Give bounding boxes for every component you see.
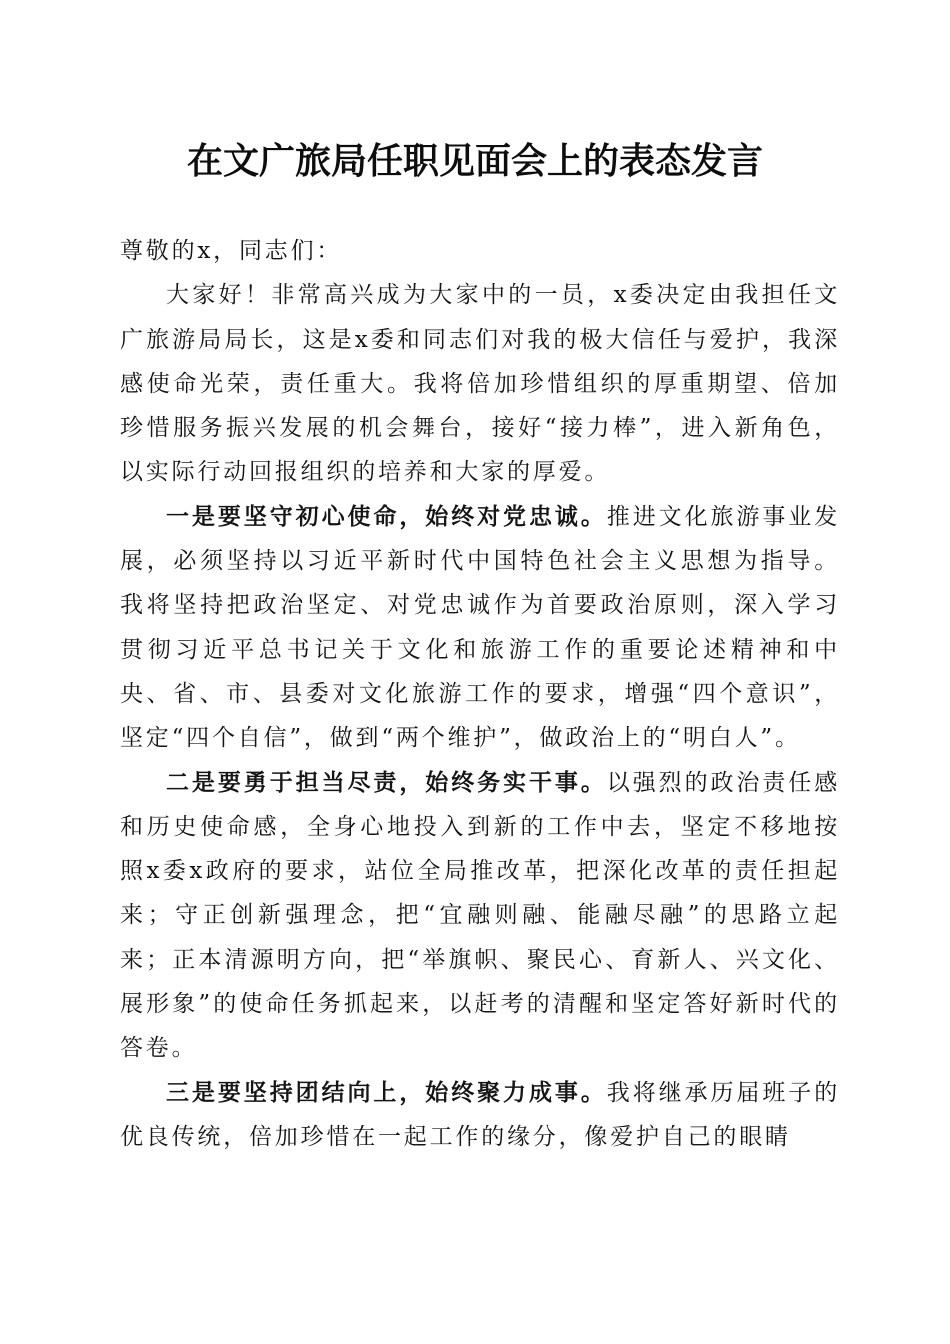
- paragraph-text: 我将继承历届班子的优良传统，倍加珍惜在一起工作的缘分，像爱护自己的眼睛: [120, 1079, 841, 1150]
- page-title: 在文广旅局任职见面会上的表态发言: [186, 140, 763, 182]
- paragraph-point-three: [120, 1071, 840, 1160]
- paragraph-text: 推进文化旅游事业发展，必须坚持以习近平新时代中国特色社会主义思想为指导。我将坚持把政治坚定、对党忠诚作为首要政治原则，深入学习贯彻习近平总书记关于文化和旅游工作的重要论述精神和中央、省、市、县委对文化旅游工作的要求，增强“四个意识”，坚定“四个自信”，做到“两个维护”，做政治上的“明白人”。: [120, 503, 841, 752]
- paragraph-lead: 三是要坚持团结向上，始终聚力成事。: [166, 1078, 607, 1106]
- paragraph-point-two: [120, 761, 840, 1071]
- speech-body: [120, 229, 840, 1159]
- paragraph-point-one: [120, 495, 840, 761]
- paragraph-text: 大家好！非常高兴成为大家中的一员，x委决定由我担任文广旅游局局长，这是x委和同志们对我的极大信任与爱护，我深感使命光荣，责任重大。我将倍加珍惜组织的厚重期望、倍加珍惜服务振兴发展的机会舞台，接好“接力棒”，进入新角色，以实际行动回报组织的培养和大家的厚爱。: [120, 282, 840, 486]
- paragraph-lead: 一是要坚守初心使命，始终对党忠诚。: [166, 502, 607, 530]
- paragraph-lead: 二是要勇于担当尽责，始终务实干事。: [166, 768, 607, 796]
- paragraph-text: 以强烈的政治责任感和历史使命感，全身心地投入到新的工作中去，坚定不移地按照x委x政府的要求，站位全局推改革，把深化改革的责任担起来；守正创新强理念，把“宜融则融、能融尽融”的思路立起来；正本清源明方向，把“举旗帜、聚民心、育新人、兴文化、展形象”的使命任务抓起来，以赶考的清醒和坚定答好新时代的答卷。: [120, 769, 841, 1062]
- paragraph-greeting: [120, 273, 840, 494]
- salutation: 尊敬的x，同志们：: [120, 238, 343, 264]
